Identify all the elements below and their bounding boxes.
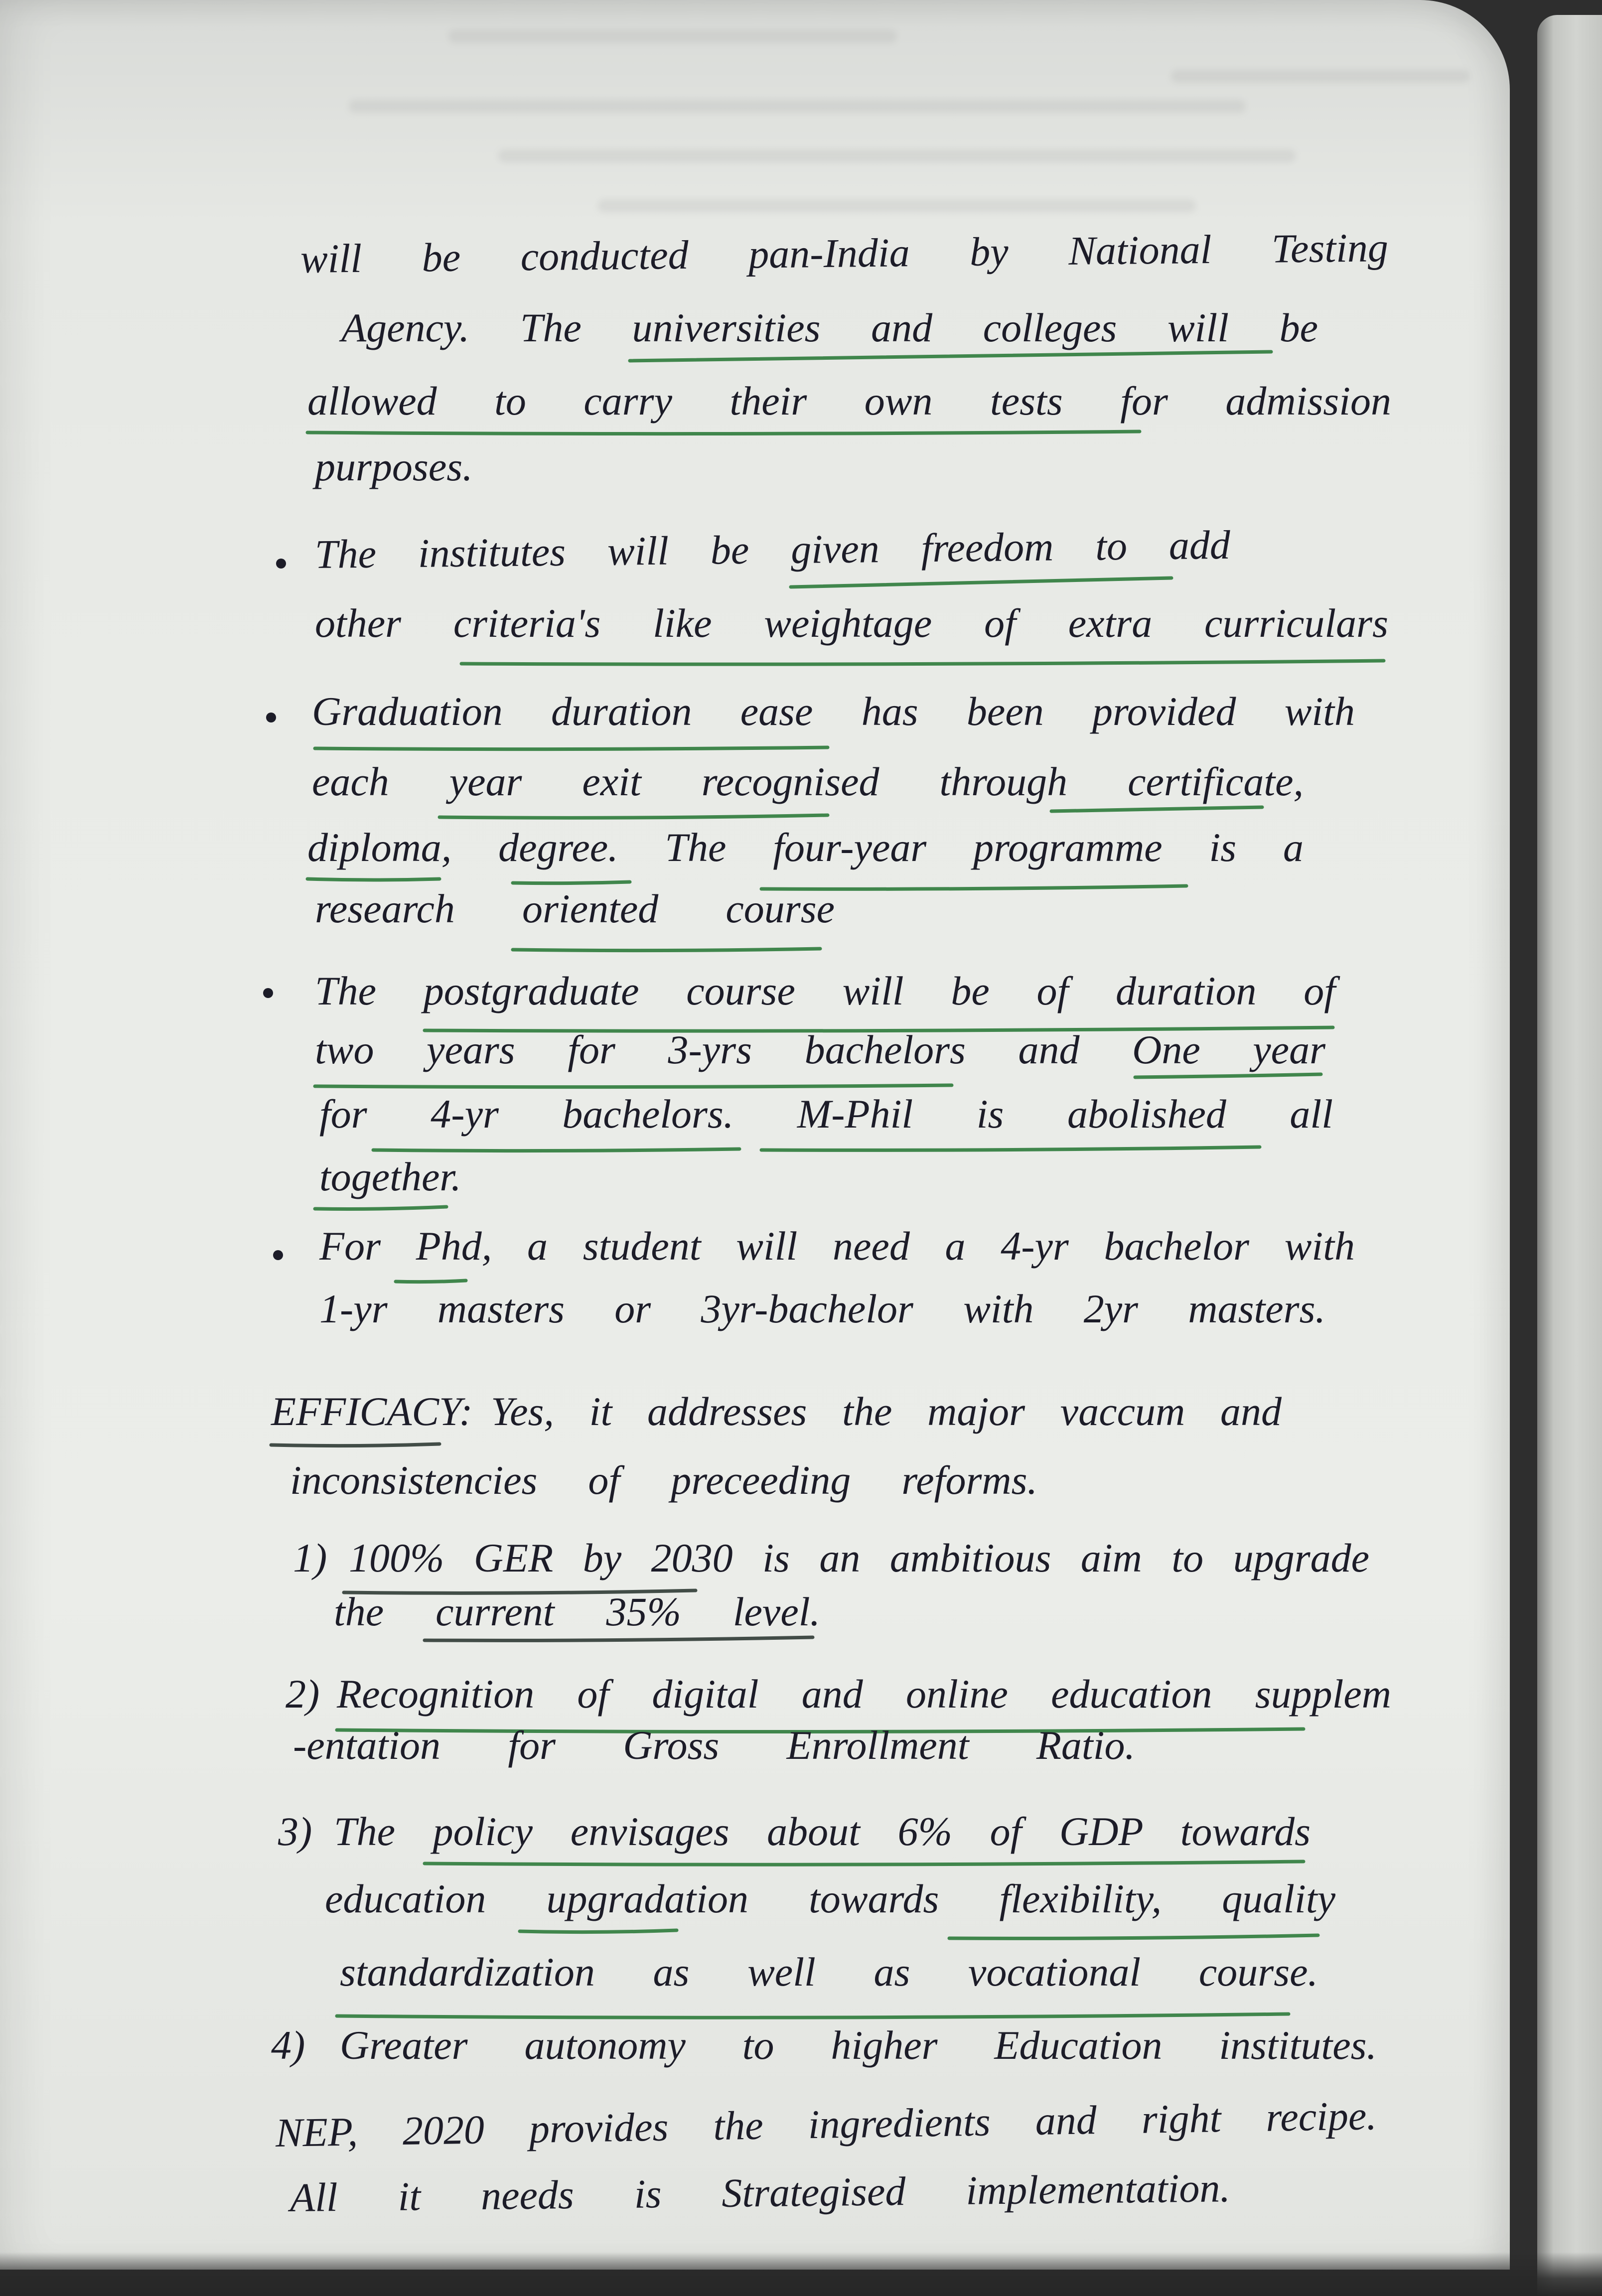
green-underline [307, 879, 439, 880]
green-underline [439, 815, 828, 818]
text-line: purposes. [315, 444, 473, 489]
text-line: diploma, degree. The four-year programme is a [307, 825, 1304, 870]
text-line: 1-yr masters or 3yr-bachelor with 2yr masters. [319, 1286, 1325, 1331]
conclusion-line: NEP, 2020 provides the ingredients and right recipe. [275, 2093, 1377, 2155]
text-line: Greater autonomy to higher Education institutes. [340, 2022, 1377, 2068]
bleed-through-shadow [349, 100, 1246, 113]
green-underline [513, 949, 820, 951]
point-number: 4) [271, 2022, 305, 2068]
text-line: Agency. The universities and colleges will be [341, 305, 1318, 350]
text-line: for 4-yr bachelors. M-Phil is abolished all [319, 1091, 1333, 1137]
ink-underline [271, 1444, 439, 1446]
text-line: The institutes will be given freedom to add [314, 522, 1231, 577]
ink-underline [425, 1637, 813, 1640]
text-line: 100% GER by 2030 is an ambitious aim to upgrade [349, 1535, 1369, 1580]
green-underline [307, 431, 1140, 434]
bleed-through-shadow [598, 199, 1196, 212]
bullet-dot [263, 988, 273, 998]
text-line: research oriented course [315, 886, 835, 931]
green-underline [315, 747, 828, 749]
point-number: 3) [278, 1809, 312, 1854]
text-line: education upgradation towards flexibility, quality [325, 1876, 1335, 1921]
efficacy-heading: EFFICACY: [271, 1389, 473, 1434]
text-line: allowed to carry their own tests for admission [307, 378, 1391, 424]
green-underline [520, 1930, 677, 1932]
bleed-through-shadow [498, 149, 1296, 162]
text-line: The postgraduate course will be of duration of [315, 968, 1335, 1013]
green-underline [761, 1147, 1260, 1150]
bullet-dot [273, 1250, 283, 1260]
text-line: Recognition of digital and online education supplem [337, 1671, 1391, 1717]
green-underline [461, 661, 1384, 664]
text-line: together. [319, 1154, 461, 1199]
text-line: the current 35% level. [334, 1589, 820, 1634]
bleed-through-shadow [1171, 70, 1470, 83]
green-underline [1051, 807, 1262, 811]
text-line: The policy envisages about 6% of GDP towards [334, 1809, 1311, 1854]
point-number: 2) [286, 1671, 320, 1717]
green-underline [315, 1207, 446, 1209]
text-line: will be conducted pan-India by National Testing [300, 225, 1389, 282]
conclusion-line: All it needs is Strategised implementation. [290, 2165, 1231, 2220]
green-underline [949, 1935, 1318, 1938]
bullet-dot [266, 713, 276, 722]
bullet-dot [276, 559, 286, 569]
green-underline [315, 1085, 952, 1087]
green-underline [425, 1862, 1304, 1865]
green-underline [630, 352, 1271, 361]
text-line: other criteria's like weightage of extra curriculars [315, 600, 1388, 646]
text-line: -entation for Gross Enrollment Ratio. [293, 1722, 1135, 1768]
text-line: each year exit recognised through certificate, [312, 759, 1304, 804]
next-page-edge [1537, 15, 1602, 2296]
text-line: For Phd, a student will need a 4-yr bachelor with [319, 1223, 1355, 1269]
point-number: 1) [293, 1535, 327, 1580]
text-line: inconsistencies of preceeding reforms. [290, 1457, 1037, 1503]
text-line: two years for 3-yrs bachelors and One year [315, 1027, 1325, 1072]
text-line: Yes, it addresses the major vaccum and [491, 1389, 1282, 1434]
green-underline [373, 1149, 739, 1151]
text-line: standardization as well as vocational course. [340, 1949, 1318, 1995]
bleed-through-shadow [448, 30, 897, 43]
text-line: Graduation duration ease has been provided with [312, 689, 1355, 734]
green-underline [791, 578, 1171, 587]
green-underline [513, 882, 630, 883]
green-underline [337, 2014, 1289, 2017]
bottom-shadow [0, 2252, 1602, 2296]
green-underline [396, 1281, 466, 1282]
